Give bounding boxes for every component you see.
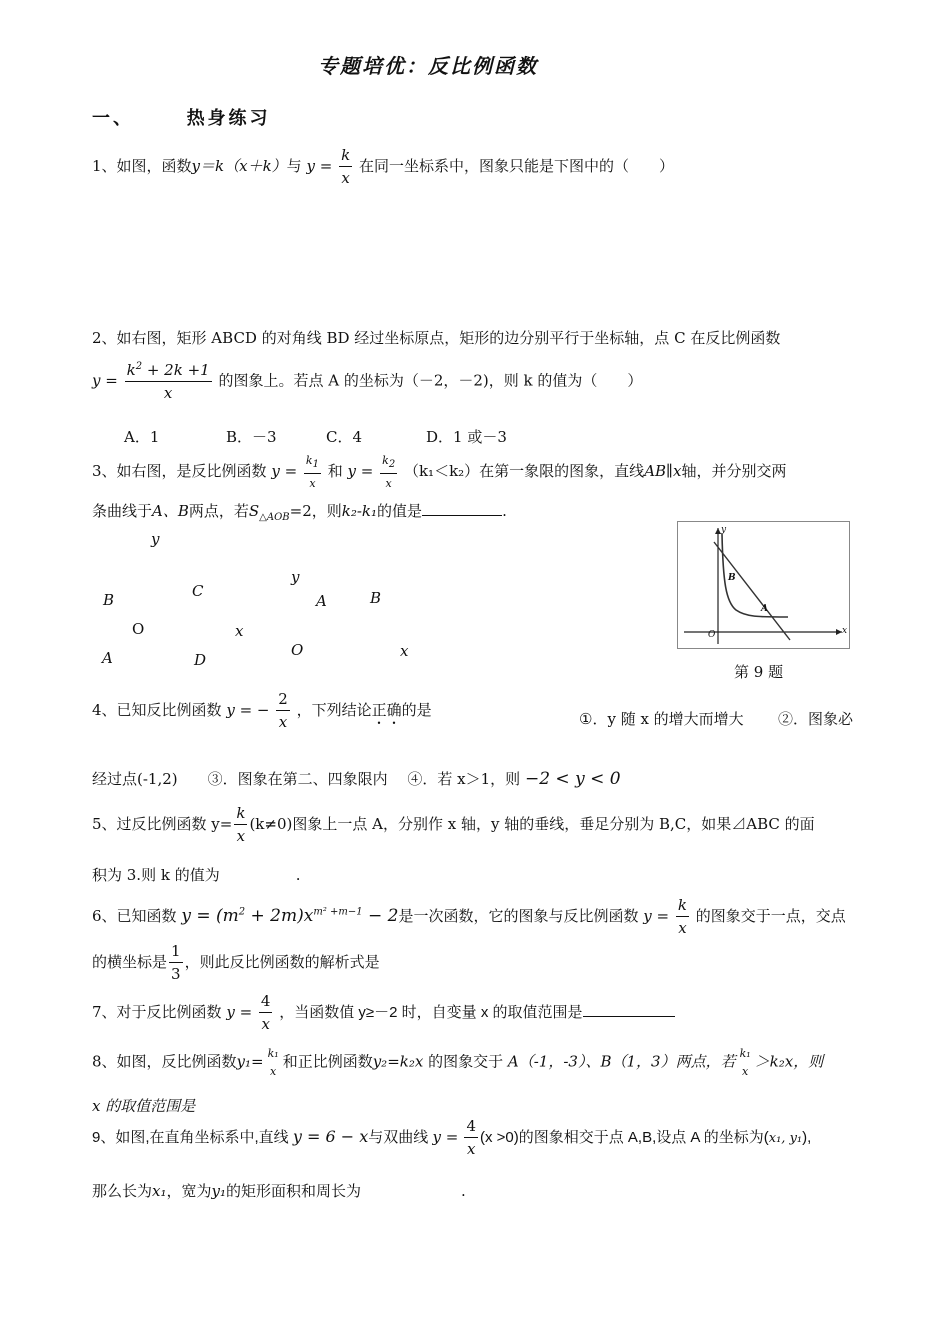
q8-fraction-2: k₁ x <box>739 1047 751 1078</box>
question-7: 7、对于反比例函数 y = $\frac{4}{x}$ ，当函数值 y≥－2 时，自变量 x 的取值范围是 <box>92 994 675 1032</box>
fig9-label-x: x <box>842 626 848 636</box>
q2-option-b: B．－3 <box>226 428 277 446</box>
q5-fraction: $\frac{k}{x}$ <box>236 804 246 845</box>
q4-option-2: ②．图象必 <box>778 710 854 728</box>
question-9-line1: 9、如图,在直角坐标系中,直线 y = 6 − x与双曲线 y = $\frac{4}{x}$ (x >0)的图象相交于点 A,B,设点 A 的坐标为(x₁, y₁), <box>92 1117 812 1158</box>
q1-formula: y＝k（x＋k） <box>191 157 287 175</box>
fig-left-label-y: y <box>151 530 160 548</box>
figure-9 <box>677 521 850 649</box>
section-heading <box>92 104 271 130</box>
page-title: 专题培优：反比例函数 <box>318 54 538 78</box>
q4-option-1: ①．y 随 x 的增大而增大 <box>579 710 744 728</box>
q6-function: $y = (m^2 + 2m)x^{m^2 +m-1} - 2$ <box>181 906 399 926</box>
q2-post: 的图象上。若点 A 的坐标为（－2，－2)，则 k 的值为（ ） <box>218 371 643 390</box>
fig-mid-label-b: B <box>370 589 382 607</box>
q1-mid: 与 <box>286 157 302 175</box>
fig9-label-a: A <box>761 604 768 614</box>
question-4-line2: 经过点(-1,2) ③．图象在第二、四象限内 ④．若 x＞1，则 −2 < y < 0 <box>92 769 621 789</box>
question-6-line2: 的横坐标是 $\frac{1}{3}$ ，则此反比例函数的解析式是 <box>92 942 380 983</box>
question-8-line1: 8、如图，反比例函数y₁= k₁ x 和正比例函数y₂=k₂x 的图象交于 A（-1，-3）、B（1，3）两点，若 k₁ x ＞k₂x，则 <box>92 1047 824 1078</box>
question-8-line2: x 的取值范围是 <box>92 1097 196 1115</box>
fig9-label-o: O <box>708 630 716 640</box>
fig-left-label-c: C <box>192 582 204 600</box>
q6-fraction: $\frac{k}{x}$ <box>677 896 687 937</box>
section-number: 一、 <box>92 108 134 129</box>
q7-answer-blank <box>583 1016 675 1017</box>
q1-post: 在同一坐标系中，图象只能是下图中的（ ） <box>358 157 674 175</box>
q2-y: y = <box>92 371 118 390</box>
question-4-line1: 4、已知反比例函数 y = − $\frac{2}{x}$ ，下列结论正确的是 <box>92 690 432 731</box>
q6-fraction-2: $\frac{1}{3}$ <box>171 942 181 983</box>
q2-option-d: D．1 或－3 <box>426 428 507 446</box>
question-3-line1: 3、如右图，是反比例函数 y = $\frac{k_1}{x}$ 和 y = $\frac{k_2}{x}$ （k₁＜k₂）在第一象限的图象，直线AB∥x轴，并分别交两 <box>92 454 787 491</box>
q3-fraction-2: $\frac{k_2}{x}$ <box>382 454 396 491</box>
q2-fraction: $\frac{k^2 + 2k +1}{x}$ <box>126 361 210 402</box>
q4-fraction: $\frac{2}{x}$ <box>278 690 288 731</box>
q3-answer-blank <box>422 515 502 516</box>
q3-fraction-1: $\frac{k_1}{x}$ <box>305 454 319 491</box>
q9-fraction: $\frac{4}{x}$ <box>466 1117 476 1158</box>
q2-option-c: C．4 <box>326 428 363 446</box>
fig-left-label-x: x <box>235 622 244 640</box>
fig-mid-label-x: x <box>400 642 409 660</box>
question-3-line2: 条曲线于A、B两点，若$S_{\triangle AOB}=2$，则k₂-k₁的值是 . <box>92 502 507 523</box>
fig-left-label-d: D <box>194 651 207 669</box>
q4-inequality: −2 < y < 0 <box>524 769 621 789</box>
fig9-label-y: y <box>721 525 727 535</box>
question-2-line1: 2、如右图，矩形 ABCD 的对角线 BD 经过坐标原点，矩形的边分别平行于坐标轴，点 C 在反比例函数 <box>92 329 781 347</box>
question-5-line1: 5、过反比例函数 y= $\frac{k}{x}$ (k≠0)图象上一点 A，分别作 x 轴，y 轴的垂线，垂足分别为 B,C，如果⊿ABC 的面 <box>92 804 815 845</box>
question-1 <box>92 148 674 186</box>
figure-9-caption: 第 9 题 <box>734 663 784 681</box>
question-2-line2 <box>92 362 642 401</box>
fig-mid-label-a: A <box>316 592 327 610</box>
q2-option-a: A．1 <box>124 428 160 446</box>
q1-text: 1、如图，函数 <box>92 157 192 175</box>
section-title: 热身练习 <box>186 108 271 129</box>
q7-fraction: $\frac{4}{x}$ <box>260 992 271 1033</box>
q8-fraction-1: k₁ x <box>267 1047 279 1078</box>
fig-mid-label-o: O <box>291 641 304 659</box>
figure-9-graph <box>678 522 849 648</box>
fig-mid-label-y: y <box>291 568 300 586</box>
q1-y: y = <box>306 157 333 175</box>
fig-left-label-a: A <box>102 649 113 667</box>
question-6-line1: 6、已知函数 $y = (m^2 + 2m)x^{m^2 +m-1} - 2$是一次函数，它的图象与反比例函数 y = $\frac{k}{x}$ 的图象交于一点，交点 <box>92 896 846 937</box>
question-9-line2: 那么长为x₁，宽为y₁的矩形面积和周长为 . <box>92 1182 466 1200</box>
question-5-line2: 积为 3.则 k 的值为 . <box>92 866 301 884</box>
fig-left-label-b: B <box>103 591 115 609</box>
fig9-label-b: B <box>728 573 736 583</box>
fig-left-label-o: O <box>132 620 145 638</box>
q1-fraction: $\frac{k}{x}$ <box>341 146 351 187</box>
